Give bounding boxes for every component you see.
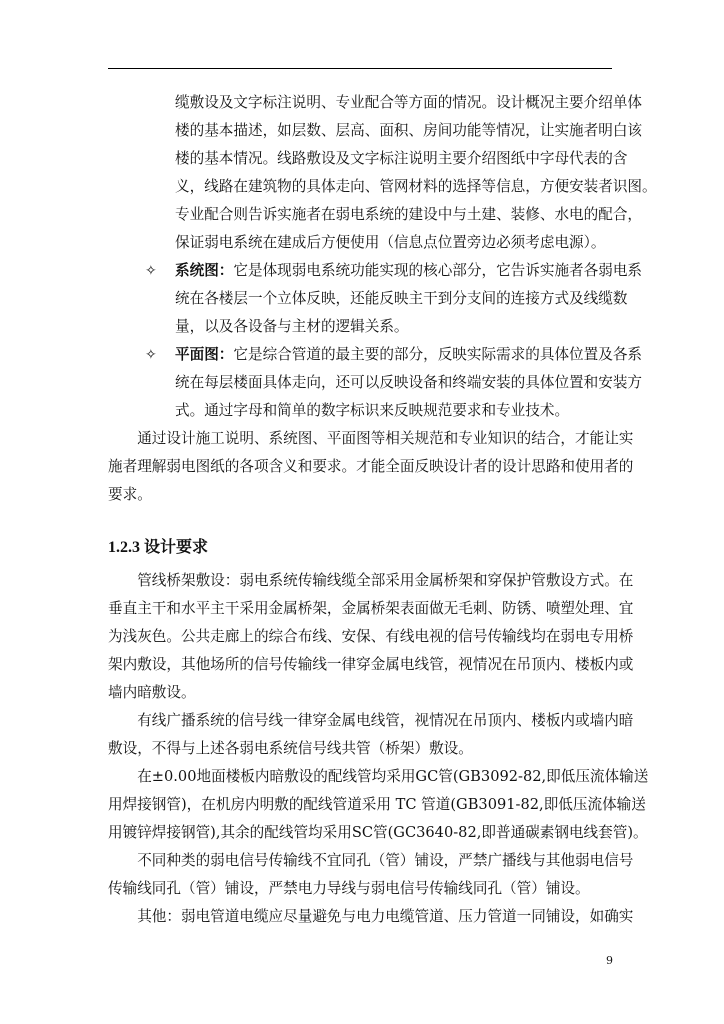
text-line: 在±0.00地面楼板内暗敷设的配线管均采用GC管(GB3092-82,即低压流体输送 [108, 768, 649, 785]
text-line: 统在各楼层一个立体反映，还能反映主干到分支间的连接方式及线缆数 [175, 290, 628, 307]
section-heading: 1.2.3 设计要求 [108, 539, 209, 556]
bullet-term: 系统图： [175, 262, 234, 279]
text-line: 用焊接钢管)，在机房内明敷的配线管道采用 TC 管道(GB3091-82,即低压流体输送 [108, 796, 646, 813]
diamond-bullet-icon: ✧ [145, 263, 157, 279]
text-line: 用镀锌焊接钢管),其余的配线管均采用SC管(GC3640-82,即普通碳素钢电线套管)。 [108, 824, 648, 841]
header-rule [108, 68, 612, 69]
text-line: 有线广播系统的信号线一律穿金属电线管，视情况在吊顶内、楼板内或墙内暗 [108, 712, 634, 729]
text-line: 专业配合则告诉实施者在弱电系统的建设中与土建、装修、水电的配合， [175, 206, 643, 223]
text-line: 量，以及各设备与主材的逻辑关系。 [175, 318, 409, 335]
bullet-term: 平面图： [175, 346, 234, 363]
text-line: 不同种类的弱电信号传输线不宜同孔（管）铺设，严禁广播线与其他弱电信号 [108, 852, 634, 869]
text-line: 式。通过字母和简单的数字标识来反映规范要求和专业技术。 [175, 402, 570, 419]
text-line: 墙内暗敷设。 [108, 684, 196, 701]
text-line: 平面图：它是综合管道的最主要的部分，反映实际需求的具体位置及各系 [175, 346, 643, 363]
diamond-bullet-icon: ✧ [145, 347, 157, 363]
text-line: 楼的基本描述，如层数、层高、面积、房间功能等情况，让实施者明白该 [175, 122, 643, 139]
text-line: 垂直主干和水平主干采用金属桥架，金属桥架表面做无毛刺、防锈、喷塑处理、宜 [108, 600, 634, 617]
text-line: 传输线同孔（管）铺设，严禁电力导线与弱电信号传输线同孔（管）铺设。 [108, 880, 590, 897]
text-line: 架内敷设，其他场所的信号传输线一律穿金属电线管，视情况在吊顶内、楼板内或 [108, 656, 634, 673]
text-line: 为浅灰色。公共走廊上的综合布线、安保、有线电视的信号传输线均在弱电专用桥 [108, 628, 634, 645]
text-line: 统在每层楼面具体走向，还可以反映设备和终端安装的具体位置和安装方 [175, 374, 643, 391]
text-line: 其他：弱电管道电缆应尽量避免与电力电缆管道、压力管道一同铺设，如确实 [108, 908, 634, 925]
text-line: 楼的基本情况。线路敷设及文字标注说明主要介绍图纸中字母代表的含 [175, 150, 628, 167]
page-number: 9 [606, 954, 613, 967]
text-line: 通过设计施工说明、系统图、平面图等相关规范和专业知识的结合，才能让实 [108, 430, 634, 447]
text-line: 施者理解弱电图纸的各项含义和要求。才能全面反映设计者的设计思路和使用者的 [108, 458, 634, 475]
text-line: 保证弱电系统在建成后方便使用（信息点位置旁边必须考虑电源）。 [175, 234, 606, 251]
text-line: 缆敷设及文字标注说明、专业配合等方面的情况。设计概况主要介绍单体 [175, 94, 643, 111]
text-line: 系统图：它是体现弱电系统功能实现的核心部分，它告诉实施者各弱电系 [175, 262, 643, 279]
text-line: 管线桥架敷设：弱电系统传输线缆全部采用金属桥架和穿保护管敷设方式。在 [108, 572, 634, 589]
text-line: 义，线路在建筑物的具体走向、管网材料的选择等信息，方便安装者识图。 [175, 178, 657, 195]
text-line: 要求。 [108, 486, 152, 503]
text-line: 敷设，不得与上述各弱电系统信号线共管（桥架）敷设。 [108, 740, 473, 757]
